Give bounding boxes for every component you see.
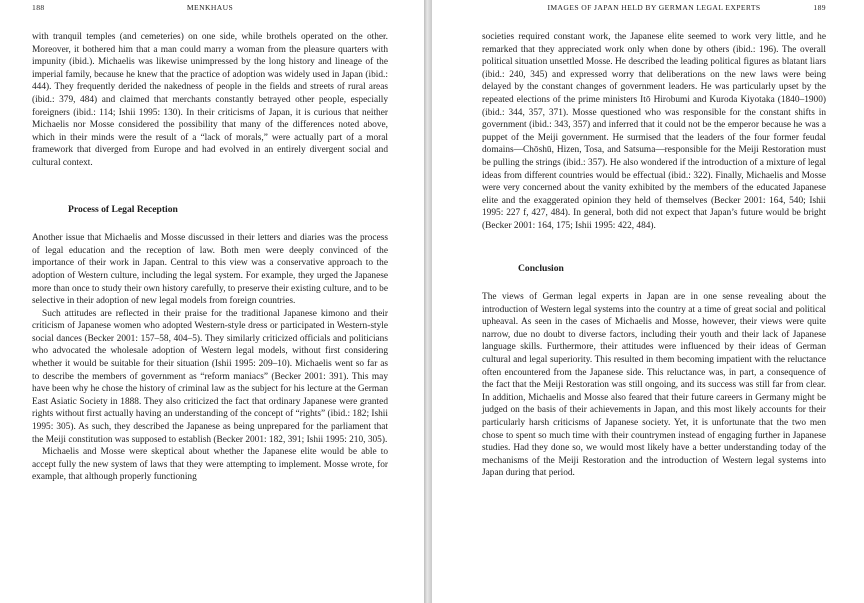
right-page-number: 189: [813, 3, 826, 12]
paragraph: Another issue that Michaelis and Mosse discussed in their letters and diaries was the process of legal education and the reception of law. Both men were deeply convinced of the importance of their work in Japan. Central to this view was a conservative approach to the adoption of Western culture, including the legal system. For example, they urged the Japanese more than once to study their own history carefully, to preserve their existing culture, and to be selective in their adoption of new legal models from foreign countries.: [32, 233, 388, 307]
left-page: [0, 0, 424, 603]
paragraph: with tranquil temples (and cemeteries) on one side, while brothels operated on the other. Moreover, it bothered him that a man could marry a woman from the pleasure quarters with impunity (ibid.). Michaelis was likewise unimpressed by the long history and lineage of the imperial family, because he knew that the practice of adoption was widely used in Japan (ibid.: 444). They frequently derided the nakedness of people in the fields and streets of rural areas (ibid.: 379, 484) and claimed that merchants constantly betrayed other people, especially foreigners (ibid.: 114; Ishii 1995: 130). In their criticisms of Japan, it is curious that neither Michaelis nor Mosse considered the possibility that many of the differences noted above, which in their minds were the result of a “lack of morals,” were actually part of a moral framework that diverged from Europe and had evolved in an entirely divergent social and cultural context.: [32, 32, 388, 168]
left-page-number: 188: [32, 3, 45, 12]
paragraph: The views of German legal experts in Japan are in one sense revealing about the introduction of Western legal systems into the country at a time of great social and political upheaval. As seen in the cases of Michaelis and Mosse, however, their views were quite narrow, due no doubt to diverse factors, including their youth and their lack of Japanese language skills. Furthermore, their attitudes were influenced by their ideas of German cultural and legal superiority. This resulted in them becoming impatient with the reluctance often encountered from the Japanese side. This reluctance was, in part, a consequence of the fact that the Meiji Restoration was still ongoing, and its success was still far from clear. In addition, Michaelis and Mosse also feared that their future careers in Germany might be judged on the basis of their achievements in Japan, and this most likely accounts for their particularly harsh criticisms of Japanese society. Yet, it is unfortunate that the two men chose to spent so much time with their countrymen instead of engaging further in Japanese studies. Had they done so, we would most likely have a better understanding today of the mechanisms of the Meiji Restoration and the introduction of Western legal systems into Japan during that period.: [482, 292, 826, 479]
left-running-head: [32, 3, 388, 17]
left-running-title: MENKHAUS: [186, 3, 234, 12]
right-running-title: IMAGES OF JAPAN HELD BY GERMAN LEGAL EXPERTS: [547, 3, 761, 12]
section-heading-conclusion: Conclusion: [518, 262, 564, 274]
paragraph: societies required constant work, the Japanese elite seemed to work very little, and he remarked that they appreciated work only when done by others (ibid.: 196). The overall political situation unsettled Mosse. He described the leading political figures as blatant liars (ibid.: 240, 345) and expressed worry that deliberations on the new laws were being delayed by the constant changes of government leaders. He was particularly upset by the repeated elections of the prime ministers Itō Hirobumi and Kuroda Kiyotaka (1840–1900) (ibid.: 344, 357, 371). Mosse questioned who was responsible for the constant shifts in government (ibid.: 343, 357) and inferred that it could not be the emperor because he was a puppet of the Meiji government. He surmised that the leaders of the four former feudal domains—Chōshū, Hizen, Tosa, and Satsuma—responsible for the Meiji Restoration must be pulling the strings (ibid.: 357). He also wondered if the introduction of a mixture of legal ideas from different countries would be effectual (ibid.: 322). Finally, Michaelis and Mosse were very concerned about the vanity exhibited by the members of the educated Japanese elite and the exaggerated opinion they held of themselves (Becker 2001: 164, 540; Ishii 1995: 227 f, 427, 484). In general, both did not expect that Japan’s future would be bright (Becker 2001: 164, 175; Ishii 1995: 422, 484).: [482, 32, 826, 231]
right-page: [432, 0, 864, 603]
right-body-text: [482, 31, 826, 480]
book-gutter: [424, 0, 432, 603]
paragraph: Michaelis and Mosse were skeptical about whether the Japanese elite would be able to accept fully the new system of laws that they were attempting to implement. Mosse wrote, for example, that although properly functioning: [32, 447, 388, 483]
paragraph: Such attitudes are reflected in their praise for the traditional Japanese kimono and their criticism of Japanese women who adopted Western-style dress or participated in Western-style social dances (Becker 2001: 157–58, 404–5). They similarly criticized officials and politicians who advocated the wholesale adoption of Western legal models, without first considering whether it would be suitable for their situation (Ishii 1995: 209–10). Michaelis went so far as to describe the members of government as “reform maniacs” (Becker 2001: 391). This may have been why he chose the history of criminal law as the subject for his lecture at the German East Asiatic Society in 1888. They also criticized the fact that ordinary Japanese were granted rights without first actually having an understanding of the concept of “rights” (ibid.: 182; Ishii 1995: 305). As such, they described the Japanese as being unprepared for the parliament that the Meiji constitution was supposed to establish (Becker 2001: 182, 391; Ishii 1995: 210, 305).: [32, 308, 388, 445]
right-running-head: [482, 3, 826, 17]
section-heading-legal-reception: Process of Legal Reception: [68, 203, 178, 215]
left-body-text: [32, 31, 388, 484]
